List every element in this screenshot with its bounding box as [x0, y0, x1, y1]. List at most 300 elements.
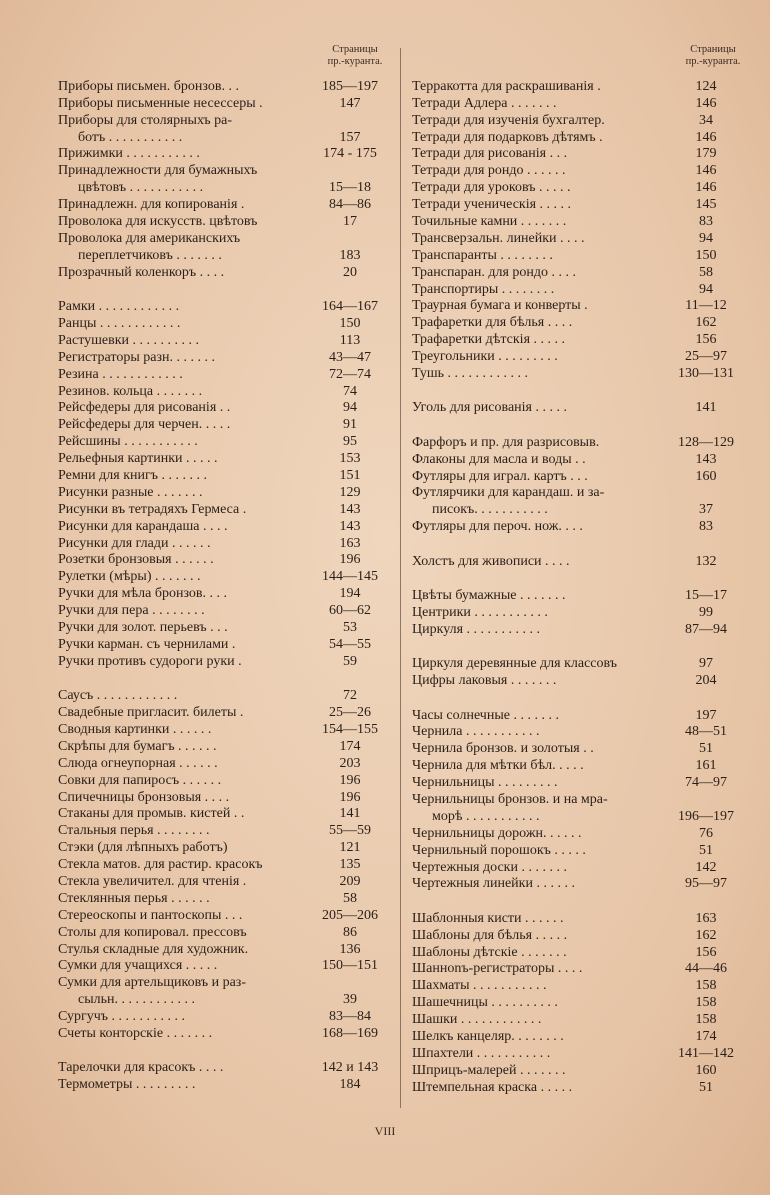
entry-page: 60—62: [329, 603, 371, 619]
index-entry: [58, 806, 390, 823]
index-entry: [412, 707, 746, 724]
index-entry: [412, 842, 746, 859]
entry-name: Проволока для американскихъ: [58, 230, 241, 246]
index-entry: [58, 332, 390, 349]
entry-name: Приборы для столярныхъ ра-: [58, 112, 233, 128]
index-entry: [58, 196, 390, 213]
entry-name: переплетчиковъ . . . . . . .: [78, 247, 222, 263]
index-entry: [58, 890, 390, 907]
entry-name: Чернильницы бронзов. и на мра-: [412, 791, 608, 807]
entry-name: писокъ. . . . . . . . . . .: [432, 502, 548, 518]
entry-page: 146: [695, 95, 717, 111]
index-entry: [58, 315, 390, 332]
index-entry: [412, 1028, 746, 1045]
entry-page: 130—131: [678, 366, 734, 382]
entry-page: 168—169: [322, 1025, 378, 1041]
entry-name: Рейсшины . . . . . . . . . . .: [58, 434, 198, 450]
entry-page: 196: [339, 772, 361, 788]
index-entry: [412, 485, 746, 502]
entry-name: Чернила бронзов. и золотыя . .: [412, 741, 594, 757]
index-entry: [58, 1025, 390, 1042]
entry-page: 141: [695, 400, 717, 416]
index-entry: [58, 839, 390, 856]
entry-name: Стальныя перья . . . . . . . .: [58, 823, 210, 839]
entry-name: Холстъ для живописи . . . .: [412, 553, 570, 569]
entry-page: 142 и 143: [321, 1060, 379, 1076]
entry-name: Рулетки (мѣры) . . . . . . .: [58, 569, 201, 585]
index-entry: [412, 944, 746, 961]
entry-name: Часы солнечные . . . . . . .: [412, 707, 559, 723]
index-entry: [58, 958, 390, 975]
index-entry: [412, 95, 746, 112]
index-entry: [412, 1079, 746, 1096]
entry-page: 72—74: [329, 366, 371, 382]
entry-name: Тетради ученическія . . . . .: [412, 197, 572, 213]
section-gap: [412, 570, 746, 588]
index-entry: [58, 298, 390, 315]
index-entry: [58, 213, 390, 230]
index-entry: [412, 825, 746, 842]
entry-page: 83: [699, 214, 713, 230]
index-entry: [58, 653, 390, 670]
entry-name: Шашечницы . . . . . . . . . .: [412, 995, 558, 1011]
entry-page: 51: [699, 842, 713, 858]
entry-page: 97: [699, 656, 713, 672]
index-entry: [412, 910, 746, 927]
entry-page: 129: [339, 484, 361, 500]
index-entry: [412, 859, 746, 876]
entry-page: 164—167: [322, 299, 378, 315]
entry-page: 196: [339, 789, 361, 805]
entry-name: Сумки для артельщиковъ и раз-: [58, 975, 247, 991]
entry-page: 99: [699, 604, 713, 620]
entry-name: Футляры для пероч. нож. . . .: [412, 519, 583, 535]
index-entry: [58, 924, 390, 941]
entry-page: 156: [695, 944, 717, 960]
index-entry: [58, 433, 390, 450]
entry-page: 158: [695, 995, 717, 1011]
index-entry: [58, 873, 390, 890]
pages-header-right: [668, 44, 758, 68]
entry-name: Термометры . . . . . . . . .: [58, 1077, 196, 1093]
index-entry: [412, 927, 746, 944]
index-entry: [412, 740, 746, 757]
entry-page: 83—84: [329, 1009, 371, 1025]
index-entry: [58, 383, 390, 400]
section-gap: [58, 1042, 390, 1060]
entry-page: 76: [699, 825, 713, 841]
entry-page: 161: [695, 758, 717, 774]
entry-name: Чернильницы дорожн. . . . . .: [412, 825, 582, 841]
page-number: VIII: [374, 1124, 396, 1138]
entry-page: 160: [695, 468, 717, 484]
index-entry: [412, 179, 746, 196]
entry-name: Принадлежности для бумажныхъ: [58, 163, 258, 179]
index-entry: [58, 416, 390, 433]
index-entry: [58, 1059, 390, 1076]
entry-name: Стулья складные для художник.: [58, 941, 249, 957]
index-entry: [412, 553, 746, 570]
entry-name: Чернильницы . . . . . . . . .: [412, 775, 558, 791]
entry-page: 58: [699, 264, 713, 280]
index-entry: [58, 619, 390, 636]
entry-page: 151: [339, 467, 361, 483]
entry-page: 141: [339, 806, 361, 822]
entry-page: 136: [339, 941, 361, 957]
entry-name: Чертежныя доски . . . . . . .: [412, 859, 567, 875]
index-entry: [58, 822, 390, 839]
entry-name: Футляры для играл. картъ . . .: [412, 468, 588, 484]
entry-page: 174: [339, 738, 361, 754]
entry-page: 91: [343, 417, 357, 433]
entry-name: Цифры лаковыя . . . . . . .: [412, 673, 557, 689]
index-entry: [412, 314, 746, 331]
index-entry: [58, 856, 390, 873]
entry-name: Свадебные пригласит. билеты .: [58, 705, 244, 721]
entry-page: 146: [695, 129, 717, 145]
index-entry: [58, 78, 390, 95]
index-entry: [58, 907, 390, 924]
entry-name: Чернила . . . . . . . . . . .: [412, 724, 540, 740]
entry-name: Циркуля деревянные для классовъ: [412, 656, 618, 672]
entry-name: Терракотта для раскрашиванія .: [412, 78, 601, 94]
entry-page: 147: [339, 95, 361, 111]
entry-name: Чертежныя линейки . . . . . .: [412, 876, 575, 892]
entry-page: 150—151: [322, 958, 378, 974]
entry-name: Шахматы . . . . . . . . . . .: [412, 978, 547, 994]
entry-name: Растушевки . . . . . . . . . .: [58, 332, 200, 348]
entry-page: 145: [695, 197, 717, 213]
index-entry: [58, 721, 390, 738]
entry-page: 184: [339, 1077, 361, 1093]
entry-name: Шаблоны для бѣлья . . . . .: [412, 927, 568, 943]
index-entry: [412, 434, 746, 451]
index-entry: [58, 552, 390, 569]
entry-name: Тарелочки для красокъ . . . .: [58, 1060, 224, 1076]
entry-name: Транспортиры . . . . . . . .: [412, 281, 555, 297]
entry-page: 54—55: [329, 636, 371, 652]
entry-page: 34: [699, 112, 713, 128]
entry-page: 158: [695, 978, 717, 994]
entry-name: Шаблоны дѣтскіе . . . . . . .: [412, 944, 567, 960]
entry-page: 55—59: [329, 823, 371, 839]
entry-name: Стекла увеличител. для чтенія .: [58, 873, 247, 889]
index-entry: [412, 146, 746, 163]
index-entry: [58, 738, 390, 755]
index-entry: [412, 791, 746, 808]
index-entry: [412, 876, 746, 893]
entry-page: 143: [339, 518, 361, 534]
entry-page: 15—17: [685, 588, 727, 604]
entry-page: 53: [343, 620, 357, 635]
entry-name: Шанноnъ-регистраторы . . . .: [412, 961, 583, 977]
entry-name: Ремни для книгъ . . . . . . .: [58, 467, 207, 483]
entry-name: Слюда огнеупорная . . . . . .: [58, 755, 218, 771]
entry-name: Шпахтели . . . . . . . . . . .: [412, 1045, 551, 1061]
entry-page: 135: [339, 857, 361, 873]
entry-page: 146: [695, 163, 717, 179]
entry-name: Рисунки для карандаша . . . .: [58, 518, 228, 534]
entry-page: 154—155: [322, 721, 378, 737]
entry-name: Транспаранты . . . . . . . .: [412, 247, 553, 263]
index-entry: [412, 348, 746, 365]
entry-name: Резинов. кольца . . . . . . .: [58, 383, 203, 399]
entry-name: Ручки для мѣла бронзов. . . .: [58, 586, 228, 602]
entry-name: Тетради для изученія бухгалтер.: [412, 112, 605, 128]
index-entry: [58, 112, 390, 129]
entry-name: Столы для копировал. прессовъ: [58, 924, 247, 940]
entry-name: Тетради для рондо . . . . . .: [412, 163, 566, 179]
entry-page: 146: [695, 180, 717, 196]
entry-name: Стаканы для промыв. кистей . .: [58, 806, 245, 822]
entry-page: 141—142: [678, 1045, 734, 1061]
section-gap: [58, 281, 390, 299]
index-entry: [412, 78, 746, 95]
entry-page: 163: [339, 535, 361, 551]
entry-name: Приборы письменные несессеры .: [58, 95, 263, 111]
index-entry: [58, 535, 390, 552]
entry-name: Регистраторы разн. . . . . . .: [58, 349, 215, 365]
index-entry: [58, 450, 390, 467]
index-entry: [412, 213, 746, 230]
entry-page: 25—26: [329, 705, 371, 721]
entry-name: Резина . . . . . . . . . . . .: [58, 366, 183, 382]
entry-name: Чернила для мѣтки бѣл. . . . .: [412, 758, 584, 774]
index-entry: [412, 264, 746, 281]
entry-page: 185—197: [322, 78, 378, 94]
entry-name: Рисунки для глади . . . . . .: [58, 535, 211, 551]
entry-page: 15—18: [329, 180, 371, 196]
index-entry: [58, 941, 390, 958]
entry-page: 51: [699, 1079, 713, 1095]
index-entry: [58, 484, 390, 501]
entry-page: 197: [695, 707, 717, 723]
entry-name: Ручки карман. съ чернилами .: [58, 636, 236, 652]
entry-name: Рисунки въ тетрадяхъ Гермеса .: [58, 501, 247, 517]
entry-page: 44—46: [685, 961, 727, 977]
entry-page: 162: [695, 315, 717, 331]
entry-name: Стереоскопы и пантоскопы . . .: [58, 907, 243, 923]
index-entry: [412, 468, 746, 485]
index-entry: [58, 772, 390, 789]
entry-name: Ранцы . . . . . . . . . . . .: [58, 315, 181, 331]
entry-name: Розетки бронзовыя . . . . . .: [58, 552, 214, 568]
index-entry: [58, 95, 390, 112]
entry-page: 143: [339, 501, 361, 517]
entry-page: 128—129: [678, 434, 734, 450]
entry-page: 25—97: [685, 349, 727, 365]
index-entry: [412, 162, 746, 179]
section-gap: [412, 382, 746, 400]
entry-name: Рейсфедеры для черчен. . . . .: [58, 417, 231, 433]
pages-header-line2: пр.-куранта.: [327, 56, 383, 67]
index-entry: [58, 501, 390, 518]
index-entry: [412, 230, 746, 247]
entry-page: 174 - 175: [323, 146, 377, 162]
index-entry: [412, 331, 746, 348]
index-entry: [58, 247, 390, 264]
entry-name: Принадлежн. для копированія .: [58, 197, 245, 213]
entry-name: Шелкъ канцеляр. . . . . . . .: [412, 1029, 564, 1045]
index-entry: [412, 655, 746, 672]
index-entry: [412, 774, 746, 791]
index-entry: [412, 501, 746, 518]
index-entry: [412, 977, 746, 994]
index-entry: [412, 518, 746, 535]
section-gap: [412, 689, 746, 707]
index-entry: [58, 146, 390, 163]
entry-name: Совки для папиросъ . . . . . .: [58, 772, 222, 788]
entry-name: Фарфоръ и пр. для разрисовыв.: [412, 434, 600, 450]
entry-name: Приборы письмен. бронзов. . .: [58, 78, 239, 94]
entry-name: Спичечницы бронзовыя . . . .: [58, 789, 230, 805]
entry-name: цвѣтовъ . . . . . . . . . . .: [78, 180, 204, 196]
entry-page: 132: [695, 553, 717, 569]
entry-page: 121: [339, 840, 361, 856]
entry-name: Сумки для учащихся . . . . .: [58, 958, 218, 974]
entry-page: 39: [343, 992, 357, 1008]
entry-name: Тетради для подарковъ дѣтямъ .: [412, 129, 603, 145]
index-entry: [412, 112, 746, 129]
index-entry: [58, 602, 390, 619]
entry-name: Трансверзальн. линейки . . . .: [412, 230, 585, 246]
entry-name: Штемпельная краска . . . . .: [412, 1079, 573, 1095]
index-entry: [412, 808, 746, 825]
entry-page: 183: [339, 247, 361, 263]
entry-name: морѣ . . . . . . . . . . .: [432, 808, 540, 824]
index-entry: [58, 687, 390, 704]
entry-page: 86: [343, 924, 357, 940]
entry-name: Скрѣпы для бумагъ . . . . . .: [58, 738, 217, 754]
index-entry: [58, 1076, 390, 1093]
entry-name: Цвѣты бумажные . . . . . . .: [412, 588, 566, 604]
entry-name: Треугольники . . . . . . . . .: [412, 349, 558, 365]
entry-name: Тушь . . . . . . . . . . . .: [412, 366, 529, 382]
index-entry: [412, 724, 746, 741]
entry-name: Прижимки . . . . . . . . . . .: [58, 146, 200, 162]
entry-name: Тетради Адлера . . . . . . .: [412, 95, 557, 111]
entry-page: 84—86: [329, 197, 371, 213]
index-entry: [58, 230, 390, 247]
pages-header-line1: Страницы: [690, 44, 736, 55]
entry-page: 162: [695, 927, 717, 943]
entry-name: Счеты конторскіе . . . . . . .: [58, 1025, 213, 1041]
index-entry: [412, 196, 746, 213]
entry-name: Сводныя картинки . . . . . .: [58, 721, 212, 737]
index-entry: [58, 636, 390, 653]
entry-page: 74—97: [685, 775, 727, 791]
entry-page: 51: [699, 741, 713, 757]
index-entry: [412, 994, 746, 1011]
entry-name: Рисунки разные . . . . . . .: [58, 484, 203, 500]
entry-name: Тетради для рисованія . . .: [412, 146, 568, 162]
entry-page: 158: [695, 1012, 717, 1028]
entry-page: 43—47: [329, 349, 371, 365]
entry-name: Стэки (для лѣпныхъ работъ): [58, 840, 228, 856]
entry-page: 204: [695, 673, 717, 689]
entry-page: 94: [699, 230, 713, 246]
entry-page: 17: [343, 214, 357, 230]
index-entry: [58, 1008, 390, 1025]
column-divider: [400, 48, 401, 1108]
entry-page: 157: [339, 129, 361, 145]
entry-page: 143: [695, 451, 717, 467]
entry-name: Рамки . . . . . . . . . . . .: [58, 299, 180, 315]
index-entry: [412, 451, 746, 468]
index-entry: [58, 129, 390, 146]
index-list-left: [58, 78, 390, 1093]
index-entry: [58, 264, 390, 281]
pages-header-line2: пр.-куранта.: [685, 56, 741, 67]
entry-page: 94: [699, 281, 713, 297]
entry-page: 196—197: [678, 808, 734, 824]
entry-page: 196: [339, 552, 361, 568]
entry-name: Рейсфедеры для рисованія . .: [58, 400, 231, 416]
index-entry: [58, 467, 390, 484]
index-entry: [58, 974, 390, 991]
entry-page: 156: [695, 332, 717, 348]
entry-page: 124: [695, 78, 717, 94]
entry-page: 153: [339, 451, 361, 467]
index-entry: [58, 349, 390, 366]
index-entry: [58, 518, 390, 535]
entry-name: Шашки . . . . . . . . . . . .: [412, 1012, 542, 1028]
entry-page: 95: [343, 434, 357, 450]
index-entry: [412, 587, 746, 604]
entry-name: ботъ . . . . . . . . . . .: [78, 129, 183, 145]
entry-page: 74: [343, 383, 357, 399]
entry-name: Ручки противъ судороги руки .: [58, 653, 242, 669]
entry-page: 58: [343, 890, 357, 906]
index-entry: [412, 365, 746, 382]
index-entry: [58, 179, 390, 196]
entry-page: 194: [339, 586, 361, 602]
pages-header-line1: Страницы: [332, 44, 378, 55]
entry-name: Ручки для пера . . . . . . . .: [58, 603, 205, 619]
index-entry: [412, 604, 746, 621]
index-entry: [412, 1011, 746, 1028]
index-list-right: [412, 78, 746, 1096]
entry-name: Саусъ . . . . . . . . . . . .: [58, 688, 178, 704]
entry-page: 72: [343, 688, 357, 704]
entry-name: Тетради для уроковъ . . . . .: [412, 180, 571, 196]
index-entry: [412, 621, 746, 638]
entry-page: 87—94: [685, 621, 727, 637]
entry-name: Ручки для золот. перьевъ . . .: [58, 620, 228, 635]
index-entry: [412, 961, 746, 978]
entry-name: Уголь для рисованія . . . . .: [412, 400, 567, 416]
entry-name: Стекла матов. для растир. красокъ: [58, 857, 263, 873]
section-gap: [412, 638, 746, 656]
index-entry: [412, 129, 746, 146]
entry-page: 113: [339, 332, 361, 348]
entry-page: 11—12: [685, 298, 727, 314]
entry-page: 174: [695, 1029, 717, 1045]
entry-name: сыльн. . . . . . . . . . . .: [78, 992, 195, 1008]
entry-name: Центрики . . . . . . . . . . .: [412, 604, 548, 620]
index-entry: [58, 366, 390, 383]
entry-page: 142: [695, 859, 717, 875]
entry-name: Футлярчики для карандаш. и за-: [412, 485, 605, 501]
entry-name: Шаблонныя кисти . . . . . .: [412, 910, 564, 926]
entry-name: Трафаретки дѣтскія . . . . .: [412, 332, 566, 348]
entry-name: Траурная бумага и конверты .: [412, 298, 588, 314]
entry-page: 144—145: [322, 569, 378, 585]
entry-page: 150: [339, 315, 361, 331]
entry-name: Рельефныя картинки . . . . .: [58, 451, 218, 467]
index-entry: [58, 162, 390, 179]
entry-page: 205—206: [322, 907, 378, 923]
